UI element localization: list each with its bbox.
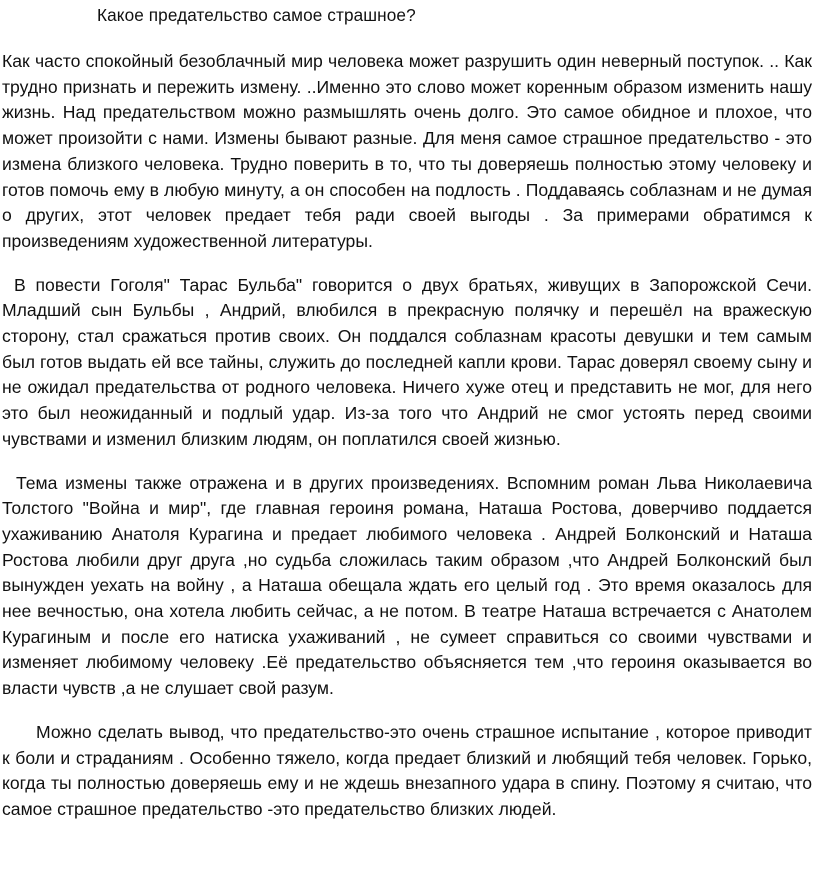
paragraph-taras-bulba: В повести Гоголя" Тарас Бульба" говорится о двух братьях, живущих в Запорожской Сечи. Младший сын Бульбы , Андрий, влюбился в прекрасную полячку и перешёл на вражескую сторону, стал сражаться против своих. Он поддался соблазнам красоты девушки и тем самым был готов выдать ей все тайны, служить до последней капли крови. Тарас доверял своему сыну и не ожидал предательства от родного человека. Ничего хуже отец и представить не мог, для него это был неожиданный и подлый удар. Из-за того что Андрий не смог устоять перед своими чувствами и изменил близким людям, он поплатился своей жизнью. [2,274,812,449]
paragraph-war-and-peace: Тема измены также отражена и в других произведениях. Вспомним роман Льва Николаевича Толстого "Война и мир", где главная героиня романа, Наташа Ростова, доверчиво поддается ухаживанию Анатоля Курагина и предает любимого человека . Андрей Болконский и Наташа Ростова любили друг друга ,но судьба сложилась таким образом ,что Андрей Болконский был вынужден уехать на войну , а Наташа обещала ждать его целый год . Это время оказалось для нее вечностью, она хотела любить сейчас, а не потом. В театре Наташа встречается с Анатолем Курагиным и после его натиска ухаживаний , не сумеет справиться со своими чувствами и изменяет любимому человеку .Её предательство объясняется тем ,что героиня оказывается во власти чувств ,а не слушает свой разум. [2,472,812,699]
essay-body [2,49,812,823]
paragraph-introduction: Как часто спокойный безоблачный мир человека может разрушить один неверный поступок. .. Как трудно признать и пережить измену. ..Именно это слово может коренным образом изменить нашу жизнь. Над предательством можно размышлять очень долго. Это самое обидное и плохое, что может произойти с нами. Измены бывают разные. Для меня самое страшное предательство - это измена близкого человека. Трудно поверить в то, что ты доверяешь полностью этому человеку и готов помочь ему в любую минуту, а он способен на подлость . Поддаваясь соблазнам и не думая о других, этот человек предает тебя ради своей выгоды . За примерами обратимся к произведениям художественной литературы. [2,51,812,251]
paragraph-conclusion: Можно сделать вывод, что предательство-это очень страшное испытание , которое приводит к боли и страданиям . Особенно тяжело, когда предает близкий и любящий тебя человек. Горько, когда ты полностью доверяешь ему и не ждешь внезапного удара в спину. Поэтому я считаю, что самое страшное предательство -это предательство близких людей. [2,721,812,819]
essay-title: Какое предательство самое страшное? [97,5,416,25]
